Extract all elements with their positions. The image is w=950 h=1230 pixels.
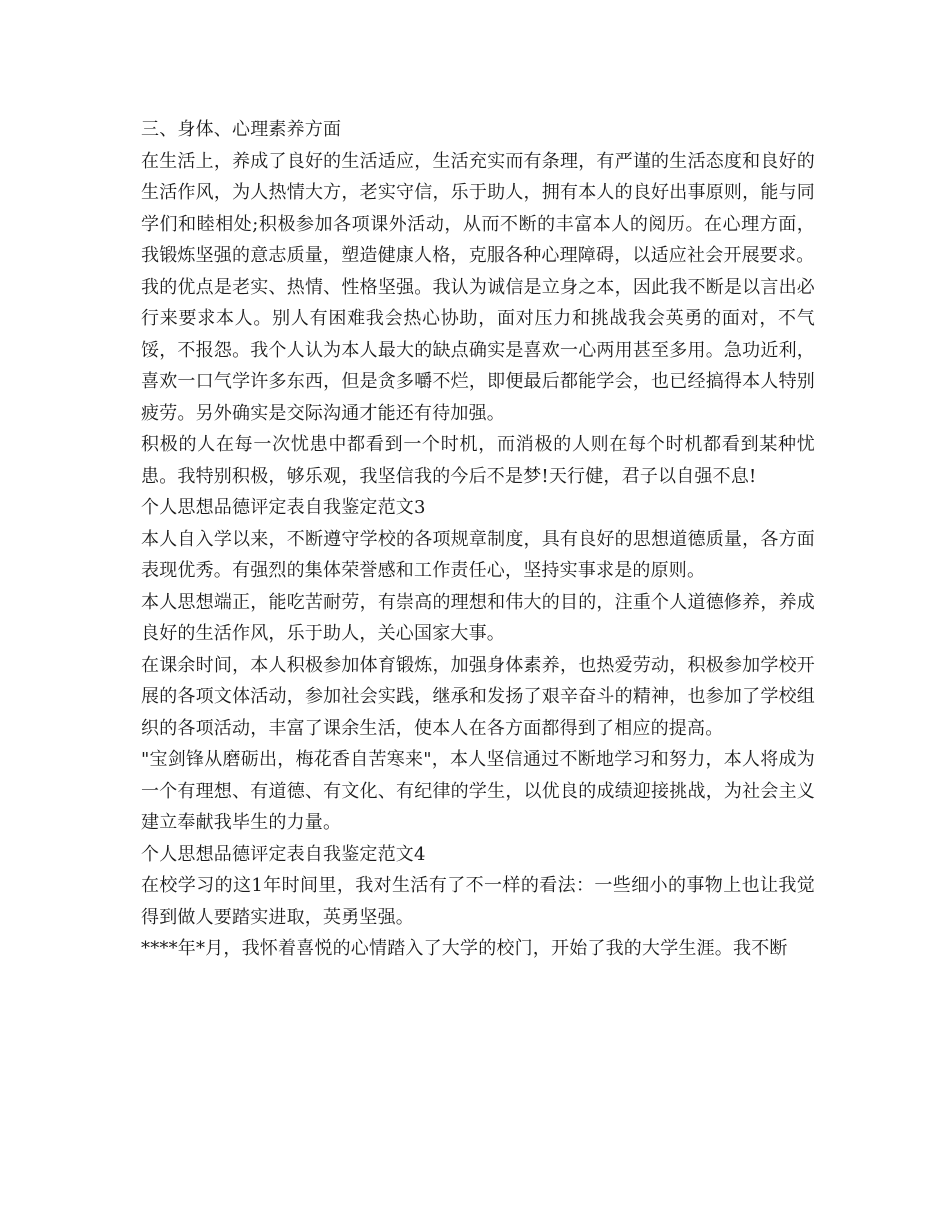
paragraph: 我的优点是老实、热情、性格坚强。我认为诚信是立身之本，因此我不断是以言出必行来要求本人。别人有困难我会热心协助，面对压力和挑战我会英勇的面对，不气馁，不报怨。我个人认为本人最大的缺点确实是喜欢一心两用甚至多用。急功近利，喜欢一口气学许多东西，但是贪多嚼不烂，即便最后都能学会，也已经搞得本人特别疲劳。另外确实是交际沟通才能还有待加强。	[141, 276, 815, 424]
paragraph: "宝剑锋从磨砺出，梅花香自苦寒来"，本人坚信通过不断地学习和努力，本人将成为一个有理想、有道德、有文化、有纪律的学生，以优良的成绩迎接挑战，为社会主义建立奉献我毕生的力量。	[141, 749, 815, 833]
paragraph: 本人自入学以来，不断遵守学校的各项规章制度，具有良好的思想道德质量，各方面表现优秀。有强烈的集体荣誉感和工作责任心，坚持实事求是的原则。	[141, 528, 815, 581]
section-heading: 个人思想品德评定表自我鉴定范文3	[141, 497, 426, 518]
paragraph: 本人思想端正，能吃苦耐劳，有崇高的理想和伟大的目的，注重个人道德修养，养成良好的生活作风，乐于助人，关心国家大事。	[141, 591, 815, 644]
section-heading: 个人思想品德评定表自我鉴定范文4	[141, 843, 426, 865]
paragraph: 在生活上，养成了良好的生活适应，生活充实而有条理，有严谨的生活态度和良好的生活作风，为人热情大方，老实守信，乐于助人，拥有本人的良好出事原则，能与同学们和睦相处;积极参加各项课外活动，从而不断的丰富本人的阅历。在心理方面，我锻炼坚强的意志质量，塑造健康人格，克服各种心理障碍，以适应社会开展要求。	[141, 150, 815, 266]
section-heading: 三、身体、心理素养方面	[141, 119, 342, 140]
paragraph: ****年*月，我怀着喜悦的心情踏入了大学的校门，开始了我的大学生涯。我不断	[141, 938, 788, 959]
paragraph: 积极的人在每一次忧患中都看到一个时机，而消极的人则在每个时机都看到某种忧患。我特别积极，够乐观，我坚信我的今后不是梦!天行健，君子以自强不息!	[141, 434, 815, 487]
document-body	[141, 114, 815, 965]
paragraph: 在课余时间，本人积极参加体育锻炼，加强身体素养，也热爱劳动，积极参加学校开展的各项文体活动，参加社会实践，继承和发扬了艰辛奋斗的精神，也参加了学校组织的各项活动，丰富了课余生活，使本人在各方面都得到了相应的提高。	[141, 654, 815, 739]
paragraph: 在校学习的这1年时间里，我对生活有了不一样的看法：一些细小的事物上也让我觉得到做人要踏实进取，英勇坚强。	[141, 875, 815, 928]
